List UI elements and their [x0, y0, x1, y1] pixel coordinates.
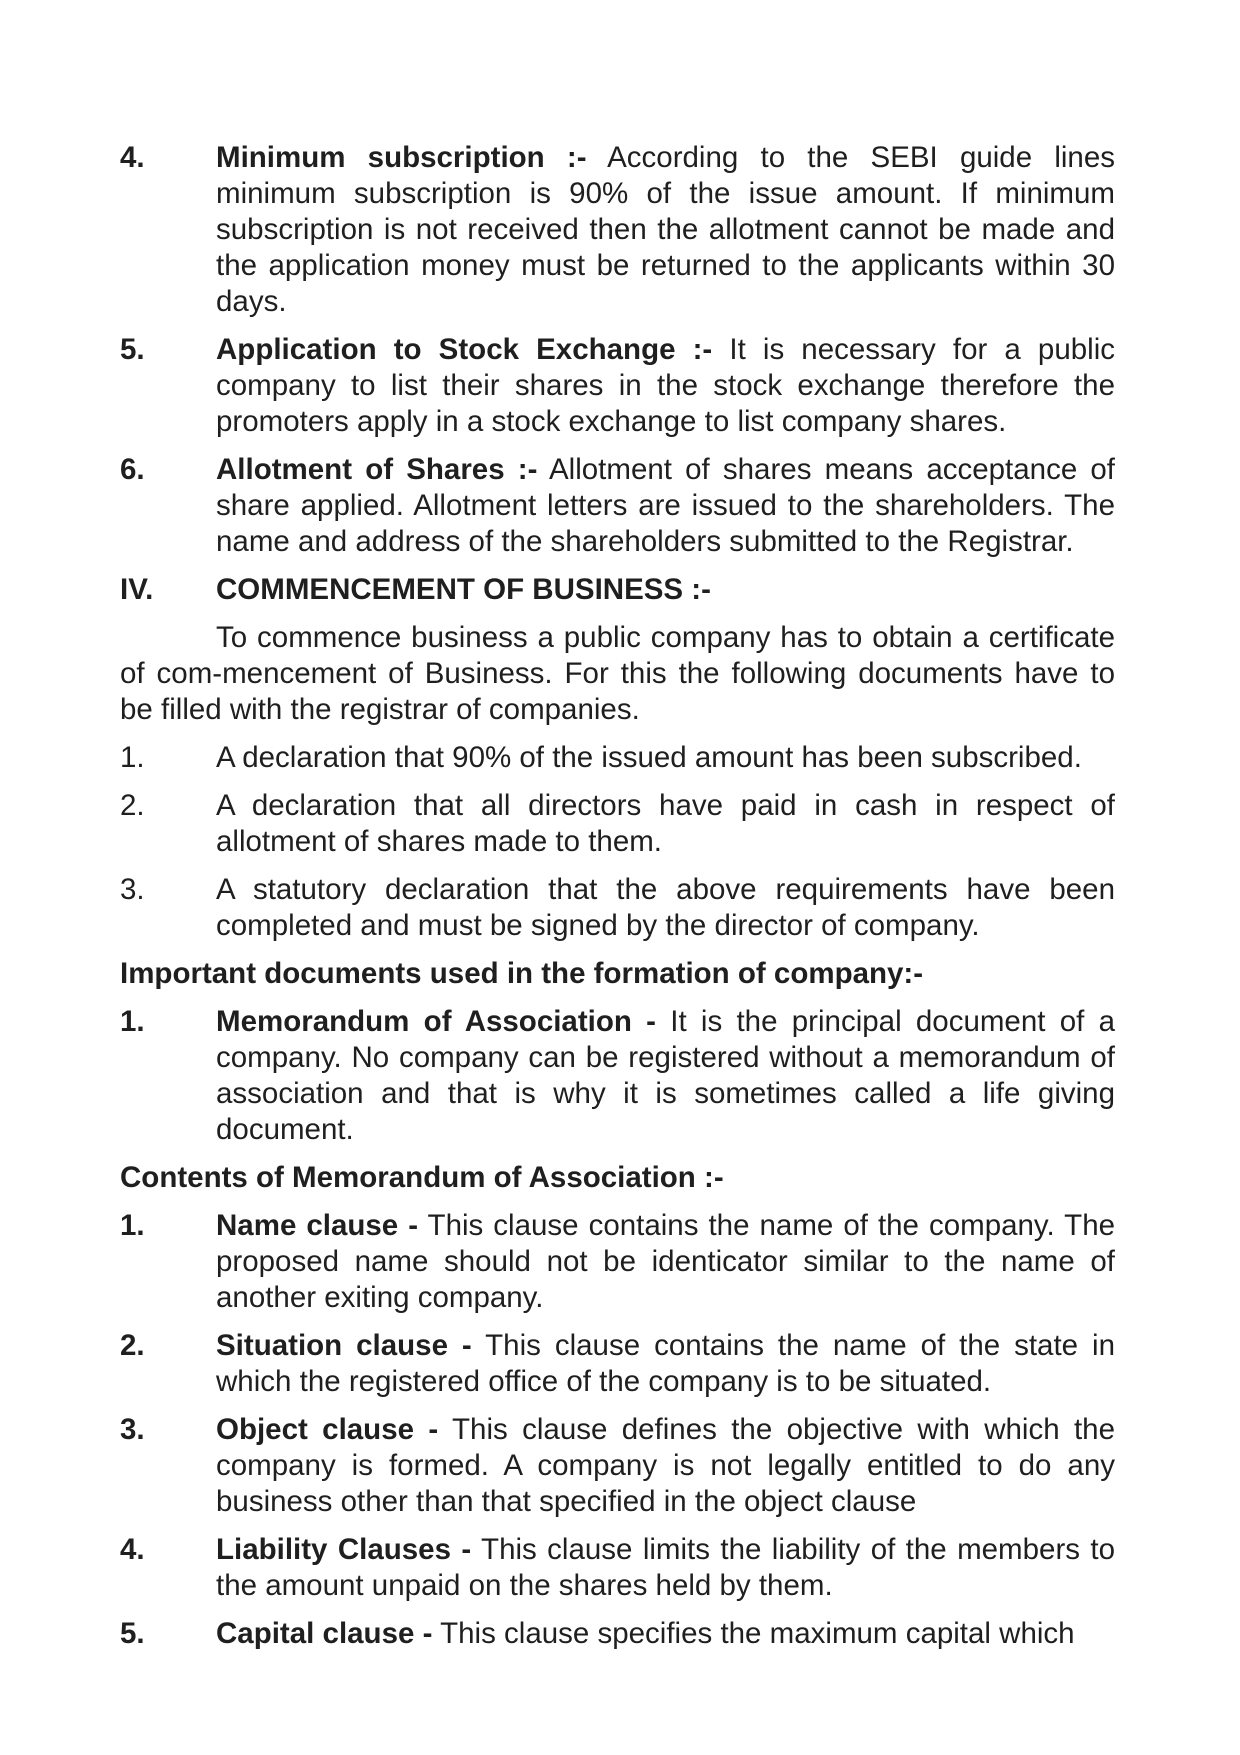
- item-text: This clause contains the name of the company. The proposed name should not be identicator similar to the name of another exiting company.: [216, 1209, 1116, 1314]
- item-number: 5.: [120, 333, 145, 366]
- item-body: [216, 1328, 1115, 1400]
- item-term: Minimum subscription :-: [216, 141, 587, 174]
- item-term: Allotment of Shares :-: [216, 453, 538, 486]
- section-numeral: IV.: [120, 573, 154, 606]
- item-body: [216, 1616, 1115, 1652]
- item-term: Name clause -: [216, 1209, 419, 1242]
- item-term: Capital clause -: [216, 1617, 433, 1650]
- list-item: [120, 1208, 1115, 1316]
- item-number: 6.: [120, 453, 145, 486]
- item-body: [216, 1208, 1115, 1316]
- item-body: [216, 452, 1115, 560]
- list-item: [120, 140, 1115, 320]
- item-body: [216, 1412, 1115, 1520]
- item-text: This clause contains the name of the state in which the registered office of the company is to be situated.: [216, 1329, 1115, 1398]
- item-text: This clause defines the objective with which the company is formed. A company is not legally entitled to do any business other than that specified in the object clause: [216, 1413, 1115, 1518]
- list-item: [120, 1328, 1115, 1400]
- list-item: [120, 1532, 1115, 1604]
- item-text: Allotment of shares means acceptance of share applied. Allotment letters are issued to the shareholders. The name and address of the shareholders submitted to the Registrar.: [216, 453, 1115, 558]
- page-content: [120, 140, 1115, 1652]
- item-text: A declaration that all directors have paid in cash in respect of allotment of shares made to them.: [216, 789, 1115, 858]
- item-number: 3.: [120, 873, 145, 906]
- list-item: [120, 872, 1115, 944]
- list-item: [120, 740, 1115, 776]
- item-number: 1.: [120, 1209, 145, 1242]
- item-number: 2.: [120, 1329, 145, 1362]
- item-number: 4.: [120, 1533, 145, 1566]
- item-text: A statutory declaration that the above requirements have been completed and must be signed by the director of company.: [216, 873, 1115, 942]
- item-body: [216, 1532, 1115, 1604]
- item-text: It is necessary for a public company to list their shares in the stock exchange therefore the promoters apply in a stock exchange to list company shares.: [216, 333, 1116, 438]
- item-number: 5.: [120, 1617, 145, 1650]
- item-number: 1.: [120, 1005, 145, 1038]
- memorandum-heading: Contents of Memorandum of Association :-: [120, 1161, 724, 1194]
- list-item: [120, 1616, 1115, 1652]
- item-term: Object clause -: [216, 1413, 439, 1446]
- section-heading: [120, 572, 1115, 608]
- list-item: [120, 1004, 1115, 1148]
- list-item: [120, 332, 1115, 440]
- item-number: 4.: [120, 141, 145, 174]
- item-term: Application to Stock Exchange :-: [216, 333, 713, 366]
- item-text: This clause specifies the maximum capital which: [432, 1617, 1075, 1650]
- item-number: 3.: [120, 1413, 145, 1446]
- item-text: This clause limits the liability of the members to the amount unpaid on the shares held by them.: [216, 1533, 1115, 1602]
- item-body: [216, 1004, 1115, 1148]
- item-body: [216, 140, 1115, 320]
- item-number: 2.: [120, 789, 145, 822]
- section-title: COMMENCEMENT OF BUSINESS :-: [216, 573, 711, 606]
- item-term: Situation clause -: [216, 1329, 472, 1362]
- item-term: Memorandum of Association -: [216, 1005, 656, 1038]
- list-item: [120, 1412, 1115, 1520]
- item-body: [216, 332, 1115, 440]
- item-text: A declaration that 90% of the issued amount has been subscribed.: [216, 741, 1082, 774]
- section-intro: To commence business a public company has to obtain a certificate of com-mencement of Business. For this the following documents have to be filled with the registrar of companies.: [120, 621, 1115, 726]
- item-number: 1.: [120, 741, 145, 774]
- item-text: According to the SEBI guide lines minimum subscription is 90% of the issue amount. If minimum subscription is not received then the allotment cannot be made and the application money must be returned to the applicants within 30 days.: [216, 141, 1115, 318]
- list-item: [120, 452, 1115, 560]
- item-term: Liability Clauses -: [216, 1533, 472, 1566]
- item-text: It is the principal document of a company. No company can be registered without a memorandum of association and that is why it is sometimes called a life giving document.: [216, 1005, 1115, 1146]
- documents-heading: Important documents used in the formation of company:-: [120, 957, 924, 990]
- list-item: [120, 788, 1115, 860]
